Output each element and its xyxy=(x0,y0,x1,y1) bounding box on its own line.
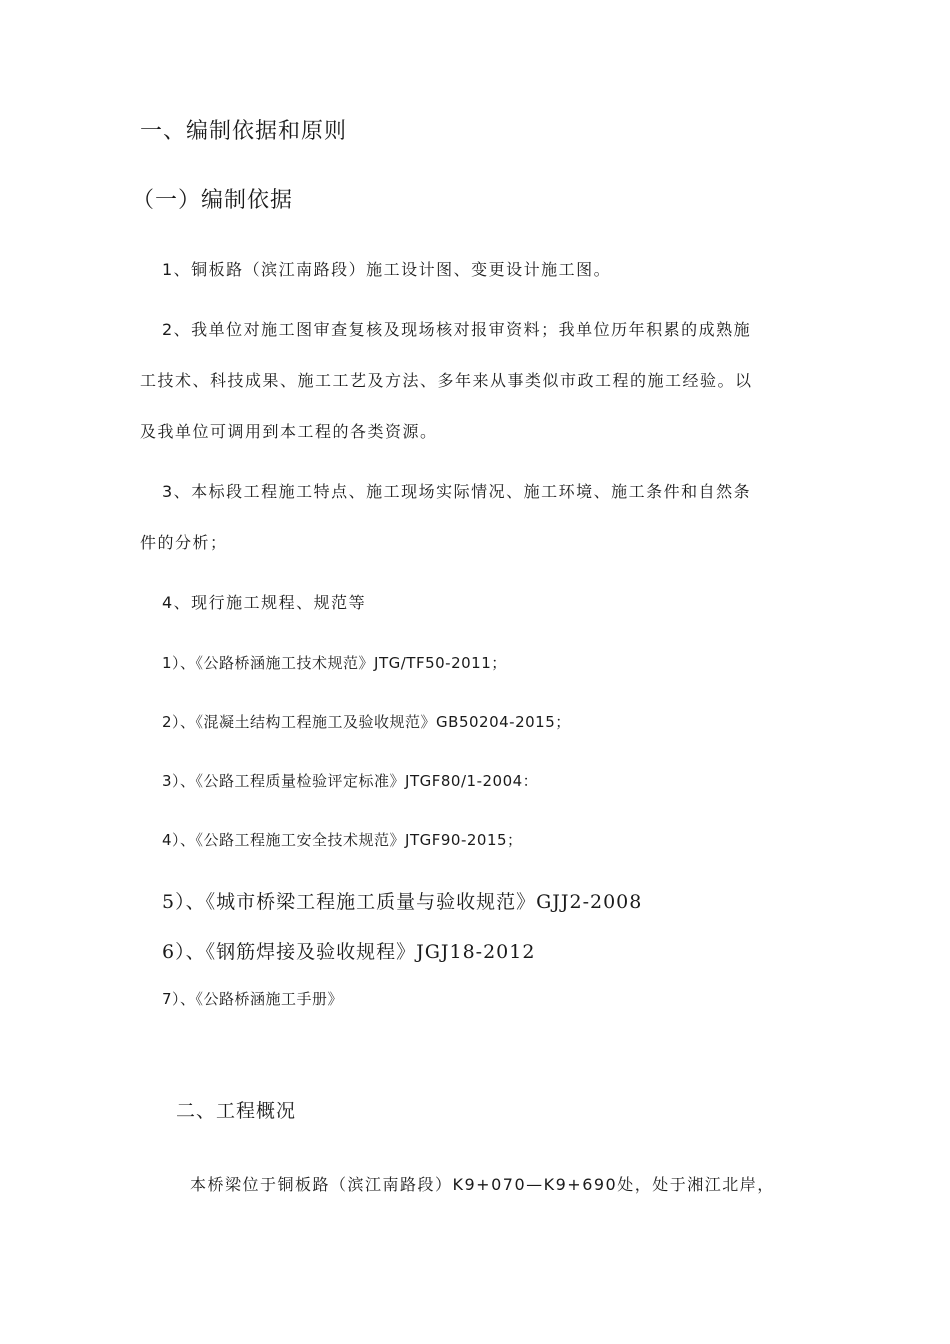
reference-item-6: 6）、《钢筋焊接及验收规程》JGJ18-2012 xyxy=(162,941,536,963)
overview-paragraph: 本桥梁位于铜板路（滨江南路段）K9+070—K9+690处，处于湘江北岸， xyxy=(190,1175,775,1194)
basis-item-2-line-2: 工技术、科技成果、施工工艺及方法、多年来从事类似市政工程的施工经验。以 xyxy=(140,371,753,390)
reference-item-3: 3）、《公路工程质量检验评定标准》JTGF80/1-2004： xyxy=(162,772,539,790)
basis-item-2-line-1: 2、我单位对施工图审查复核及现场核对报审资料；我单位历年积累的成熟施 xyxy=(162,320,752,339)
basis-item-1: 1、铜板路（滨江南路段）施工设计图、变更设计施工图。 xyxy=(162,260,612,279)
basis-item-3-line-2: 件的分析； xyxy=(140,533,228,552)
reference-item-7: 7）、《公路桥涵施工手册》 xyxy=(162,990,344,1008)
reference-item-5: 5）、《城市桥梁工程施工质量与验收规范》GJJ2-2008 xyxy=(162,891,643,913)
section-heading-overview: 二、工程概况 xyxy=(176,1100,297,1122)
subsection-heading: （一）编制依据 xyxy=(132,188,294,213)
section-heading: 一、编制依据和原则 xyxy=(140,119,348,144)
reference-item-2: 2）、《混凝土结构工程施工及验收规范》GB50204-2015； xyxy=(162,713,571,731)
basis-item-4: 4、现行施工规程、规范等 xyxy=(162,593,367,612)
reference-item-4: 4）、《公路工程施工安全技术规范》JTGF90-2015； xyxy=(162,831,523,849)
basis-item-3-line-1: 3、本标段工程施工特点、施工现场实际情况、施工环境、施工条件和自然条 xyxy=(162,482,752,501)
basis-item-2-line-3: 及我单位可调用到本工程的各类资源。 xyxy=(140,422,438,441)
reference-item-1: 1）、《公路桥涵施工技术规范》JTG/TF50-2011； xyxy=(162,654,507,672)
